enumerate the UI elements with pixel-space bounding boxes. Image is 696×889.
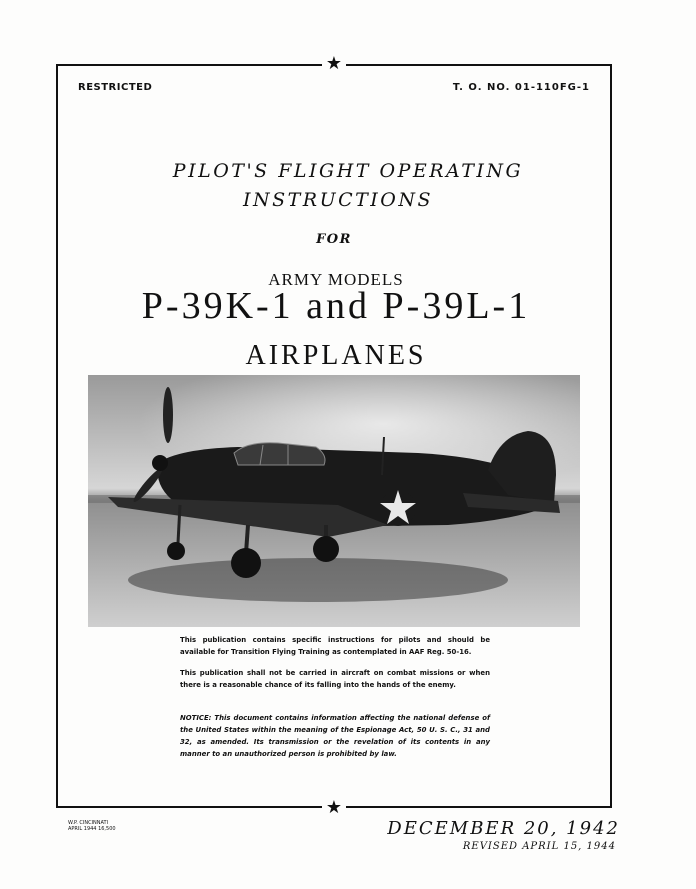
star-icon-bottom: ★ bbox=[322, 798, 346, 818]
imprint-line-2: APRIL 1944 16,500 bbox=[68, 826, 116, 832]
printer-imprint bbox=[68, 820, 116, 832]
espionage-act-notice: NOTICE: This document contains information affecting the national defense of the United States within the meaning of the Espionage Act, 50 U. S. C., 31 and 32, as amended. Its transmission or the revelation of its contents in any manner to an unauthorized person is prohibited by law. bbox=[180, 714, 490, 758]
title-for: FOR bbox=[316, 232, 352, 247]
title-line-1: PILOT'S FLIGHT OPERATING bbox=[172, 160, 524, 182]
imprint-line-1: W.P. CINCINNATI bbox=[68, 820, 109, 826]
publication-date: DECEMBER 20, 1942 bbox=[387, 818, 620, 839]
aircraft-photo bbox=[88, 375, 580, 627]
combat-restriction-notice: This publication shall not be carried in aircraft on combat missions or when there is a reasonable chance of its falling into the hands of the enemy. bbox=[180, 669, 490, 689]
model-designations: P-39K-1 and P-39L-1 bbox=[141, 285, 531, 327]
army-models-label: ARMY MODELS bbox=[268, 270, 404, 289]
revision-date: REVISED APRIL 15, 1944 bbox=[462, 841, 616, 852]
star-icon-top: ★ bbox=[322, 54, 346, 74]
classification-label: RESTRICTED bbox=[78, 82, 153, 93]
airplanes-heading: AIRPLANES bbox=[245, 340, 427, 371]
title-line-2: INSTRUCTIONS bbox=[242, 189, 434, 211]
training-notice: This publication contains specific instructions for pilots and should be available for Transition Flying Training as contemplated in AAF Reg. 50-16. bbox=[180, 636, 490, 656]
technical-order-number: T. O. NO. 01-110FG-1 bbox=[452, 82, 590, 93]
